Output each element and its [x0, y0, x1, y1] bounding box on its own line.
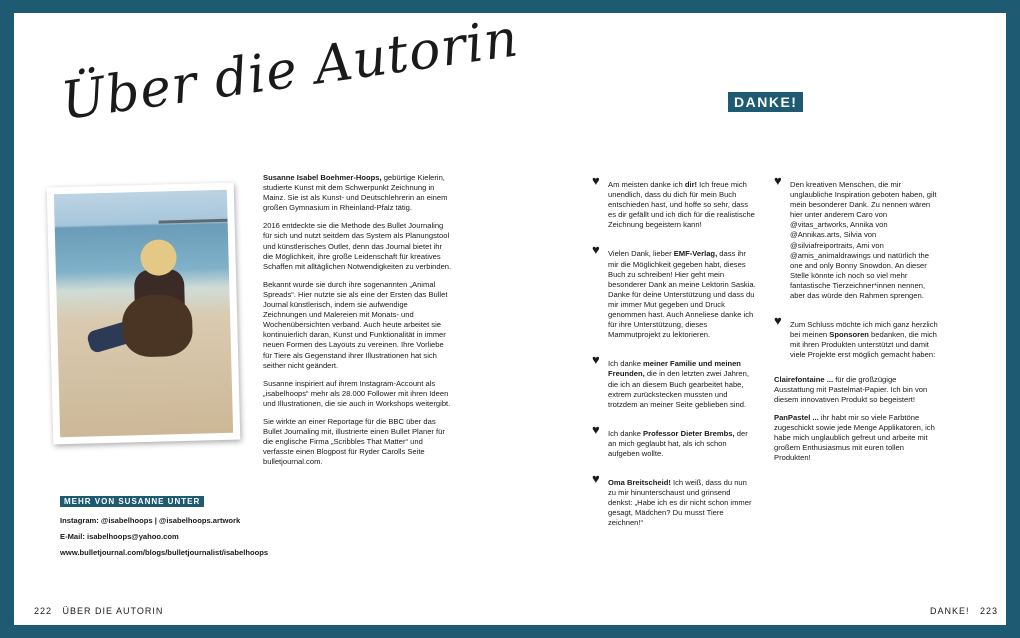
- author-bio: [263, 173, 453, 475]
- bio-paragraph: 2016 entdeckte sie die Methode des Bullet Journaling für sich und nutzt seitdem das System als Planungstool und künstlerisches Outlet, denn das Journal bietet ihr die Möglichkeit, ihre große Leidenschaft für kreatives Schaffen mit alltäglichen Notwendigkeiten zu verbinden.: [263, 221, 452, 271]
- left-footer: [34, 606, 163, 616]
- running-head: DANKE!: [930, 606, 970, 616]
- thanks-column-1: [592, 175, 756, 543]
- contact-email: E-Mail: isabelhoops@yahoo.com: [60, 532, 179, 541]
- thanks-paragraph: ♥ Vielen Dank, lieber EMF-Verlag, dass ihr mir die Möglichkeit gegeben habt, dieses Buch zu schreiben! Hier geht mein besonderer Dank an meine Lektorin Saskia. Danke für deine Unterstützung und dass du mir immer Mut gegeben und Druck genommen hast. Auch Anneliese danke ich für ihre Unterstützung, dieses Mammutprojekt zu lektorieren.: [592, 242, 756, 340]
- page-number: 222: [34, 606, 53, 616]
- thanks-paragraph: ♥ Zum Schluss möchte ich mich ganz herzlich bei meinen Sponsoren bedanken, die mich mit ihren Produkten unterstützt und damit viele Projekte erst möglich gemacht haben:: [774, 313, 938, 360]
- thanks-paragraph: ♥ Oma Breitscheid! Ich weiß, dass du nun zu mir hinunterschaust und grinsend denkst: „Habe ich es dir nicht schon immer gesagt, Mädchen? Du musst Tiere zeichnen!“: [592, 473, 756, 528]
- heart-icon: ♥: [592, 421, 600, 437]
- heart-icon: ♥: [592, 471, 600, 487]
- bio-paragraph: Susanne inspiriert auf ihrem Instagram-Account als „isabelhoops“ mehr als 28.000 Follower mit ihren Ideen und Illustrationen, die sie auch in Workshops weitergibt.: [263, 378, 451, 408]
- bio-paragraph: Bekannt wurde sie durch ihre sogenannten „Animal Spreads“. Hier nutzte sie als eine der Ersten das Bullet Journal künstlerisch, indem sie aufwendige Zeichnungen und Malereien mit Monats- und Wochenübersichten verband. Auch heute arbeitet sie kontinuierlich daran, Kunst und Funktionalität in immer neuen Formen des Layouts zu vereinen. Ihre Vorliebe für Tiere als Gegenstand ihrer Illustrationen hat sich seither nicht geändert.: [263, 279, 448, 370]
- thanks-paragraph: ♥ Ich danke Professor Dieter Brembs, der an mich geglaubt hat, als ich schon aufgeben wollte.: [592, 424, 756, 459]
- heart-icon: ♥: [592, 173, 600, 188]
- thanks-paragraph: Clairefontaine ... für die großzügige Ausstattung mit Pastelmat-Papier. Ich bin von diesem innovativen Produkt so begeistert!: [774, 374, 928, 404]
- heart-icon: ♥: [774, 313, 782, 329]
- page-title: Über die Autorin: [57, 8, 523, 133]
- running-head: ÜBER DIE AUTORIN: [62, 606, 164, 616]
- contact-url: www.bulletjournal.com/blogs/bulletjournalist/isabelhoops: [60, 548, 269, 557]
- heart-icon: ♥: [592, 242, 600, 258]
- contact-heading: MEHR VON SUSANNE UNTER: [60, 496, 204, 507]
- bio-paragraph: Susanne Isabel Boehmer-Hoops, gebürtige Kielerin, studierte Kunst mit dem Schwerpunkt Zeichnung in Mainz. Sie ist als Kunst- und Deutschlehrerin an einem großen Gymnasium in Rheinland-Pfalz tätig.: [263, 173, 448, 213]
- heart-icon: ♥: [774, 173, 782, 188]
- author-photo: [47, 183, 241, 445]
- thanks-paragraph: PanPastel ... ihr habt mir so viele Farbtöne zugeschickt sowie jede Menge Applikatoren, ich habe mich unglaublich gefreut und arbeite mit großem Enthusiasmus mit euren tollen Produkten!: [774, 412, 935, 463]
- right-footer: [930, 606, 998, 616]
- contact-box: [60, 491, 268, 557]
- danke-badge: DANKE!: [728, 92, 803, 112]
- bio-paragraph: Sie wirkte an einer Reportage für die BBC über das Bullet Journaling mit, illustrierte einen Bullet Planer für die englische Firma „Scribbles That Matter“ und verfasste einen Blogpost für Ryder Carolls Seite bulletjournal.com.: [263, 416, 445, 467]
- thanks-paragraph: ♥ Den kreativen Menschen, die mir unglaubliche Inspiration geboten haben, gilt mein besonderer Dank. Zu nennen wären hier unter anderem Caro von @vitas_artworks, Annika von @Annikas.arts, Silvia von @silviafreiportraits, Ami von @amis_animaldrawings und natürlich the one and only Bonny Snowdon. An dieser Stelle könnte ich noch so viel mehr fantastische Tierzeichner*innen nennen, aber das würde den Rahmen sprengen.: [774, 173, 937, 301]
- thanks-paragraph: ♥ Am meisten danke ich dir! Ich freue mich unendlich, dass du dich für mein Buch entschieden hast, und hoffe so sehr, dass es dir gefällt und ich dich für die realistische Zeichnung begeistern kann!: [592, 173, 755, 230]
- contact-instagram: Instagram: @isabelhoops | @isabelhoops.artwork: [60, 516, 241, 525]
- page-number: 223: [980, 606, 999, 616]
- thanks-paragraph: ♥ Ich danke meiner Familie und meinen Freunden, die in den letzten zwei Jahren, die ich an diesem Buch gearbeitet habe, extrem zurückstecken mussten und trotzdem an meiner Seite geblieben sind.: [592, 354, 756, 409]
- thanks-column-2: [774, 175, 938, 477]
- heart-icon: ♥: [592, 352, 600, 368]
